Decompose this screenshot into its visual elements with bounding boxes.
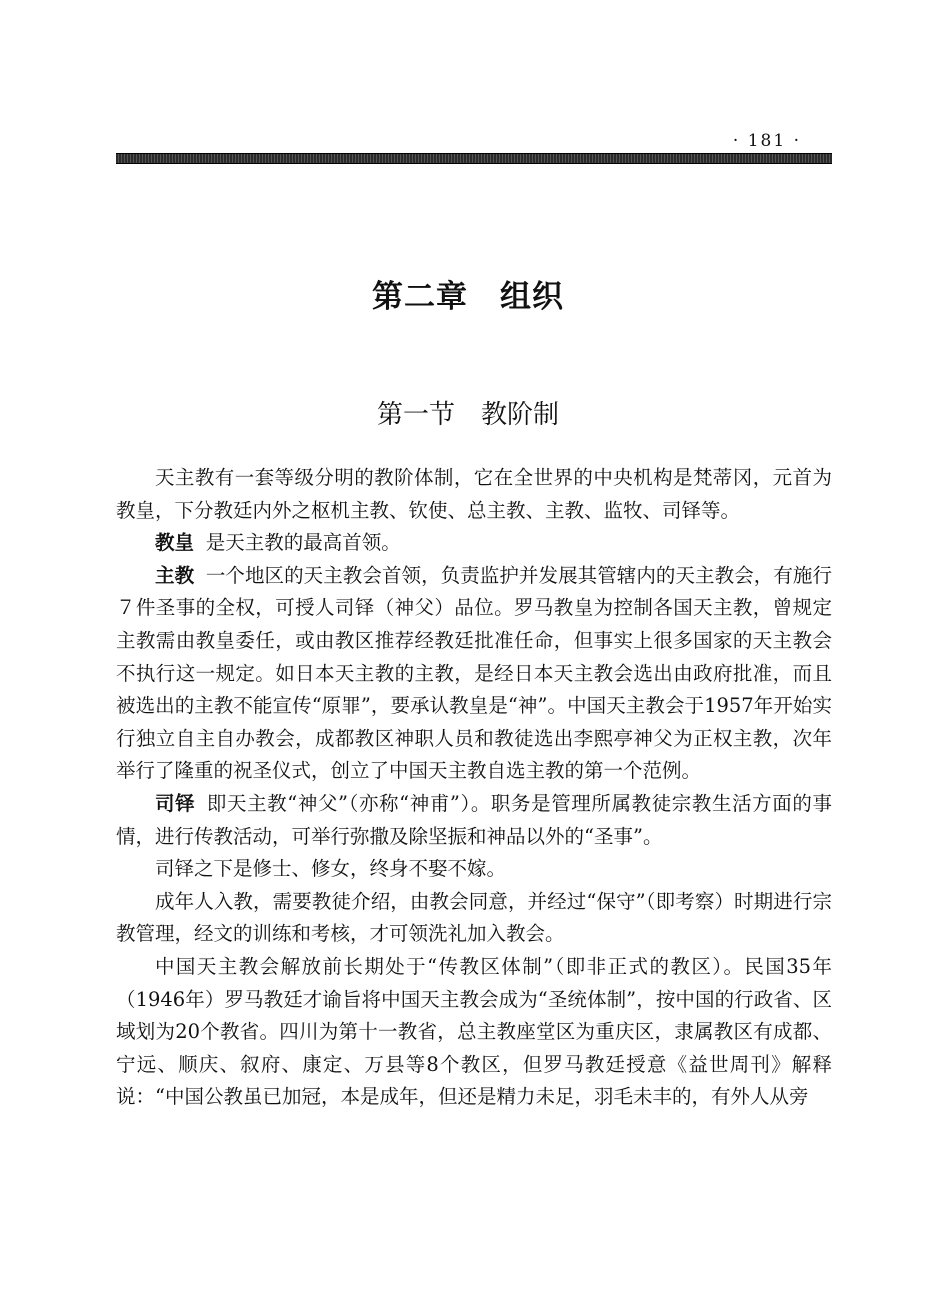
- paragraph: [116, 527, 832, 560]
- paragraph-text: 天主教有一套等级分明的教阶体制，它在全世界的中央机构是梵蒂冈，元首为教皇，下分教廷内外之枢机主教、钦使、总主教、主教、监牧、司铎等。: [116, 466, 832, 522]
- paragraph: [116, 853, 832, 886]
- page-number: · 181 ·: [732, 131, 801, 151]
- paragraph: [116, 560, 832, 788]
- term-heading: 司铎: [155, 791, 196, 815]
- term-heading: 主教: [155, 563, 195, 587]
- paragraph: [116, 462, 832, 527]
- paragraph-text: 是天主教的最高首领。: [205, 531, 401, 555]
- paragraph-text: 司铎之下是修士、修女，终身不娶不嫁。: [155, 857, 507, 881]
- paragraph-text: 即天主教“神父”（亦称“神甫”）。职务是管理所属教徒宗教生活方面的事情，进行传教活动，可举行弥撒及除坚振和神品以外的“圣事”。: [116, 791, 832, 848]
- paragraph: [116, 788, 832, 853]
- paragraph-text: 中国天主教会解放前长期处于“传教区体制”（即非正式的教区）。民国35年（1946年）罗马教廷才谕旨将中国天主教会成为“圣统体制”，按中国的行政省、区域划为20个教省。四川为第十一教省，总主教座堂区为重庆区，隶属教区有成都、宁远、顺庆、叙府、康定、万县等8个教区，但罗马教廷授意《益世周刊》解释说：“中国公教虽已加冠，本是成年，但还是精力未足，羽毛未丰的，有外人从旁: [116, 954, 832, 1109]
- chapter-title: 第二章 组织: [372, 279, 564, 315]
- section-title: 第一节 教阶制: [376, 400, 559, 430]
- paragraph-text: 成年人入教，需要教徒介绍，由教会同意，并经过“保守”（即考察）时期进行宗教管理，经文的训练和考核，才可领洗礼加入教会。: [116, 889, 832, 946]
- header-rule: [116, 153, 832, 164]
- paragraph: [116, 886, 832, 951]
- term-heading: 教皇: [155, 531, 195, 555]
- paragraph: [116, 951, 832, 1114]
- paragraph-text: 一个地区的天主教会首领，负责监护并发展其管辖内的天主教会，有施行７件圣事的全权，可授人司铎（神父）品位。罗马教皇为控制各国天主教，曾规定主教需由教皇委任，或由教区推荐经教廷批准任命，但事实上很多国家的天主教会不执行这一规定。如日本天主教的主教，是经日本天主教会选出由政府批准，而且被选出的主教不能宣传“原罪”，要承认教皇是“神”。中国天主教会于1957年开始实行独立自主自办教会，成都教区神职人员和教徒选出李熙亭神父为正权主教，次年举行了隆重的祝圣仪式，创立了中国天主教自选主教的第一个范例。: [116, 563, 832, 783]
- body-text: [116, 462, 832, 1114]
